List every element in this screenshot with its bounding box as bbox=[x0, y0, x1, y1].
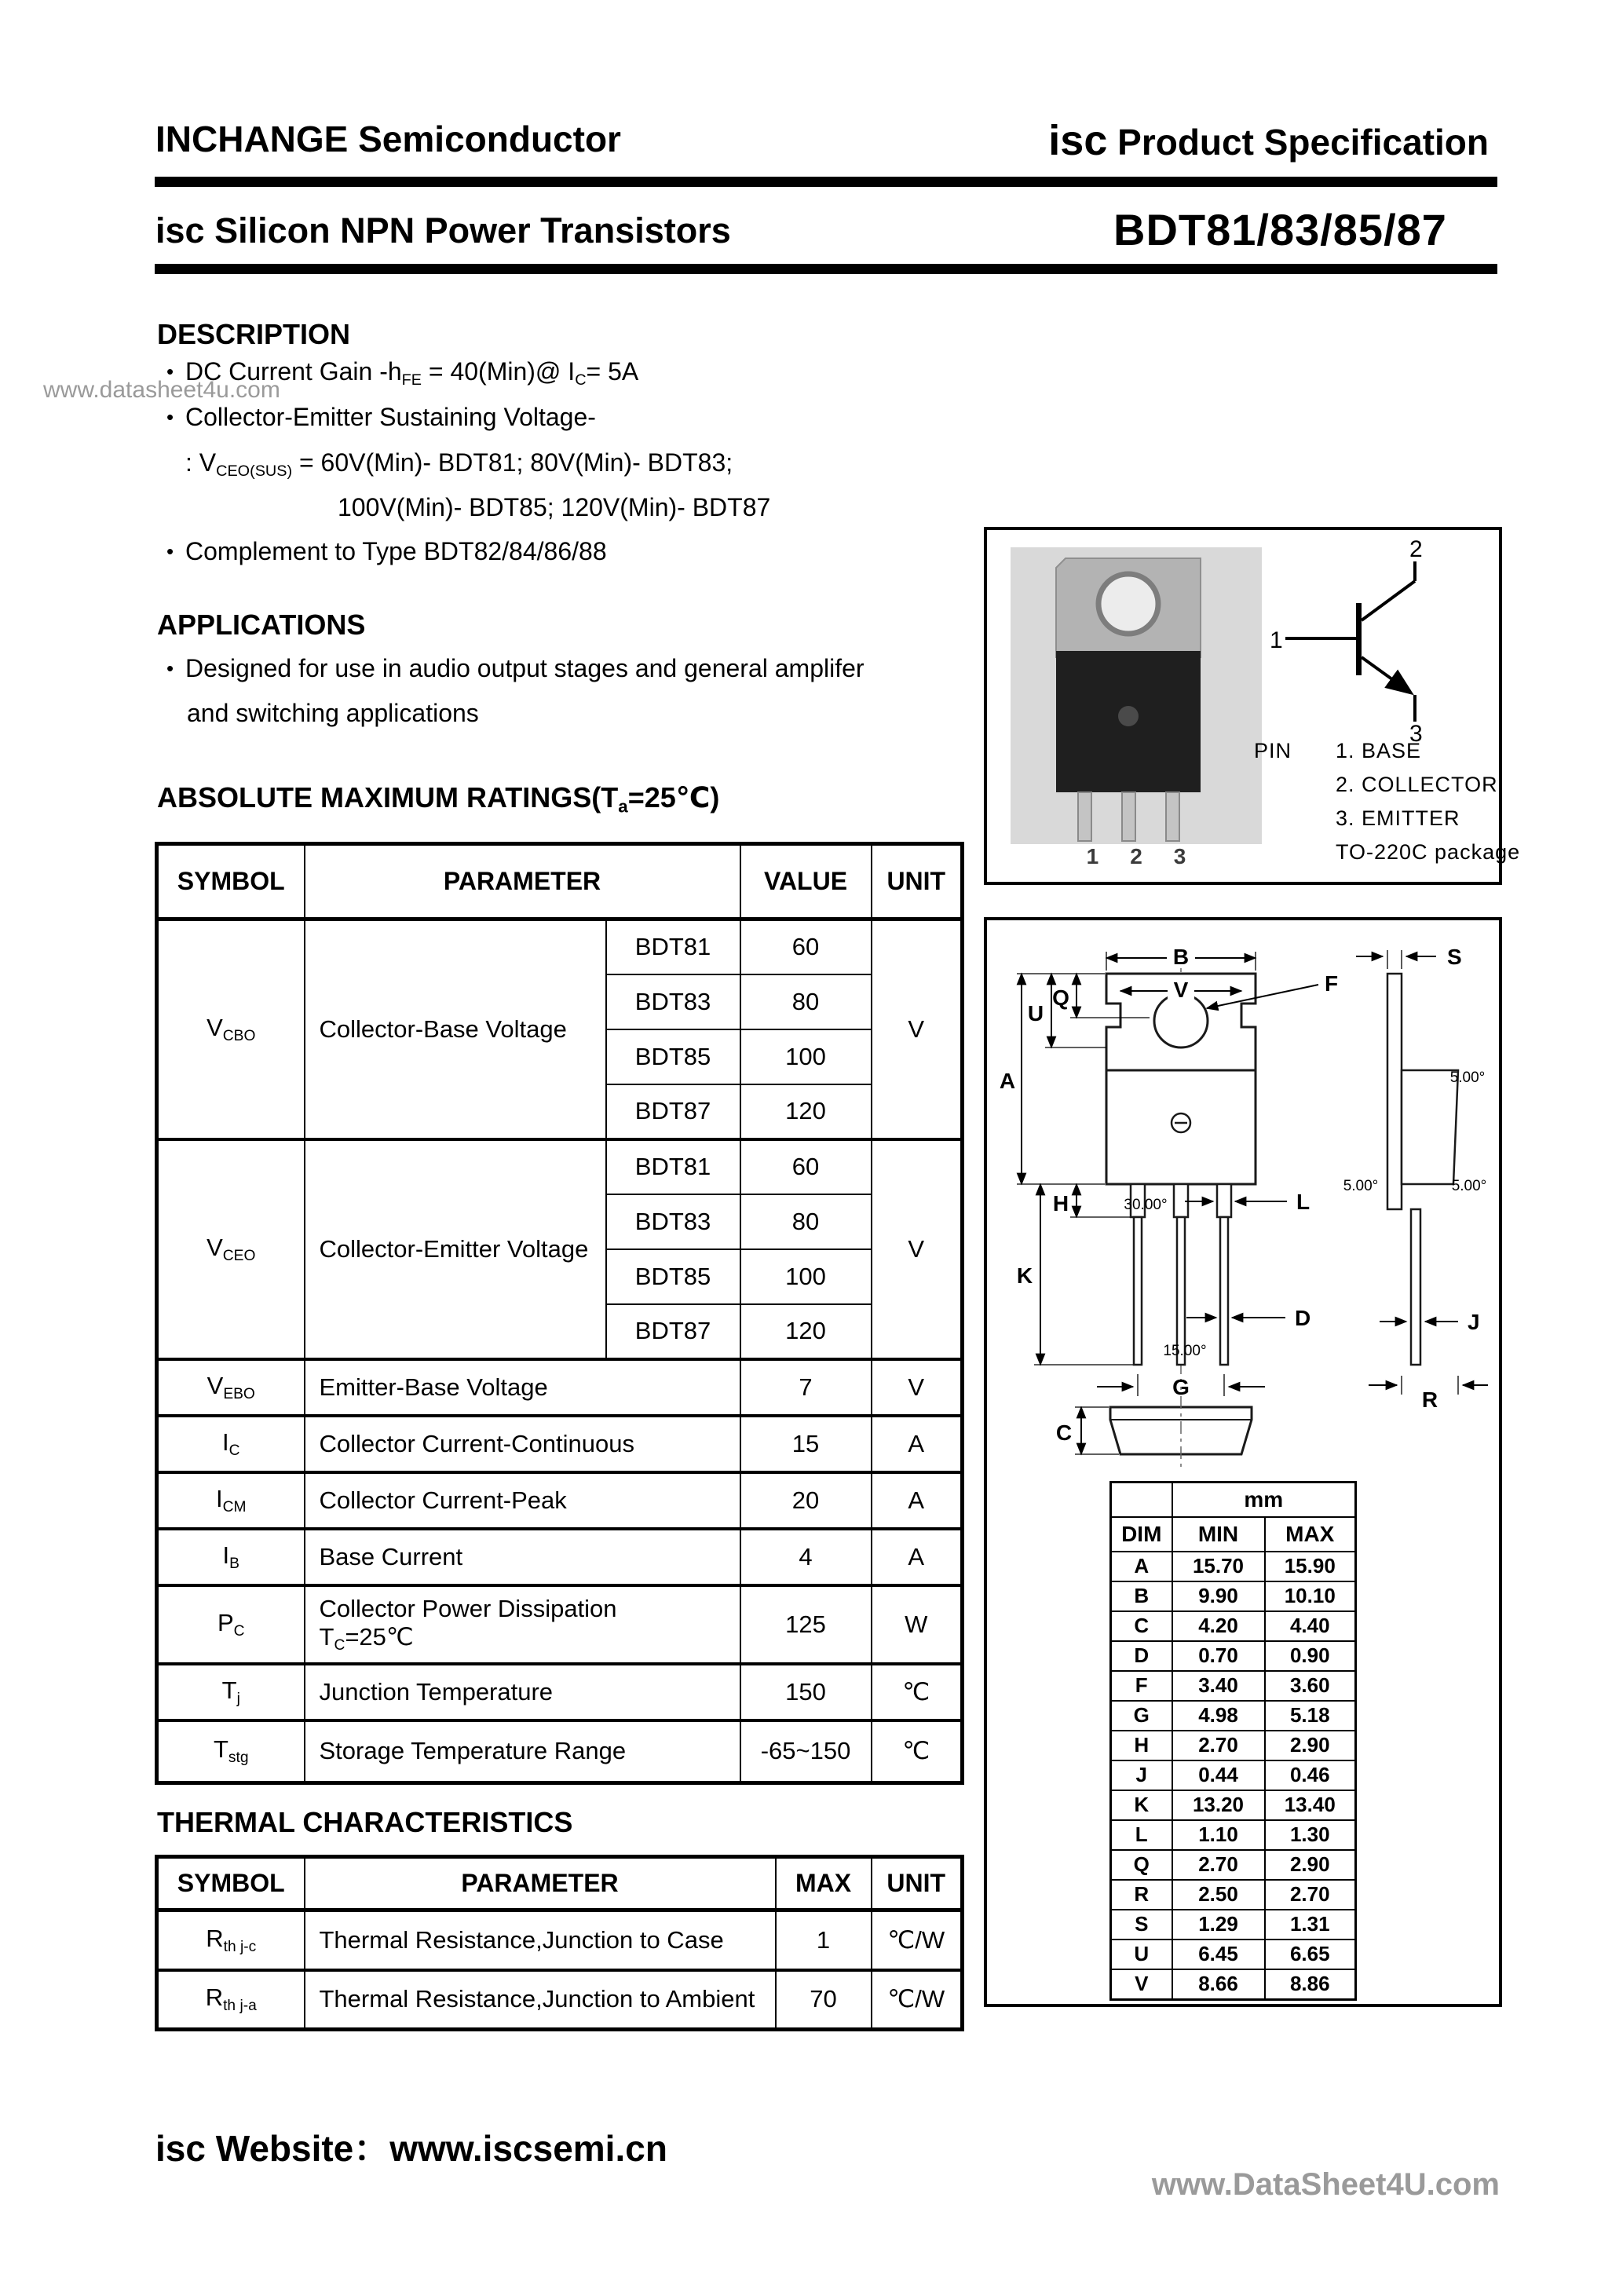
max-cell: 15.90 bbox=[1265, 1552, 1356, 1581]
variant-cell: BDT87 bbox=[606, 1304, 740, 1359]
dim-label-J: J bbox=[1468, 1310, 1480, 1334]
npn-schematic bbox=[1254, 538, 1490, 742]
abs-max-table bbox=[155, 842, 964, 1785]
unit-cell: A bbox=[872, 1416, 963, 1472]
symbol-main: I bbox=[222, 1541, 230, 1569]
bullet-icon: • bbox=[166, 405, 174, 429]
unit-cell: W bbox=[872, 1585, 963, 1664]
dim-label-U: U bbox=[1027, 1001, 1044, 1026]
symbol-main: I bbox=[222, 1428, 229, 1456]
angle-label-5-top: 5.00° bbox=[1449, 1069, 1486, 1086]
symbol-main: V bbox=[207, 1233, 223, 1261]
table-row bbox=[1111, 1760, 1356, 1790]
table-header-row bbox=[1111, 1483, 1356, 1517]
product-spec-label: Product Specification bbox=[1117, 122, 1489, 163]
unit-cell: A bbox=[872, 1472, 963, 1529]
min-cell: 1.10 bbox=[1172, 1820, 1265, 1850]
desc-text: Collector-Emitter Sustaining Voltage- bbox=[185, 403, 596, 431]
dim-cell: C bbox=[1111, 1611, 1172, 1641]
min-cell: 2.70 bbox=[1172, 1850, 1265, 1880]
pin-legend-line bbox=[1254, 773, 1520, 806]
max-cell: 1.31 bbox=[1265, 1910, 1356, 1940]
to220-package-photo bbox=[1011, 547, 1262, 844]
dim-label-A: A bbox=[999, 1069, 1016, 1093]
table-row bbox=[157, 1529, 963, 1585]
param-text: T bbox=[319, 1622, 334, 1651]
unit-cell: ℃ bbox=[872, 1664, 963, 1720]
symbol-cell bbox=[157, 1529, 305, 1585]
col-header-max: MAX bbox=[1265, 1517, 1356, 1552]
symbol-cell bbox=[157, 1910, 305, 1970]
value-cell: 15 bbox=[740, 1416, 872, 1472]
symbol-sub: stg bbox=[228, 1749, 249, 1767]
min-cell: 0.44 bbox=[1172, 1760, 1265, 1790]
col-header-symbol: SYMBOL bbox=[157, 1857, 305, 1910]
table-header-row bbox=[1111, 1517, 1356, 1552]
table-row bbox=[1111, 1910, 1356, 1940]
dim-cell: L bbox=[1111, 1820, 1172, 1850]
parameter-line1: Collector Power Dissipation bbox=[319, 1594, 617, 1622]
dimensions-table bbox=[1109, 1481, 1357, 2001]
dim-label-B: B bbox=[1172, 945, 1190, 969]
symbol-cell bbox=[157, 1139, 305, 1359]
symbol-cell bbox=[157, 1720, 305, 1783]
bullet-icon: • bbox=[166, 360, 174, 383]
dim-cell: K bbox=[1111, 1790, 1172, 1820]
symbol-main: T bbox=[213, 1735, 228, 1764]
header-rule-top bbox=[155, 177, 1497, 187]
description-bullet-3 bbox=[166, 537, 607, 566]
symbol-cell bbox=[157, 1359, 305, 1416]
min-cell: 4.20 bbox=[1172, 1611, 1265, 1641]
value-cell: 1 bbox=[776, 1910, 872, 1970]
collector-line bbox=[1362, 581, 1415, 620]
dim-cell: U bbox=[1111, 1940, 1172, 1969]
pin-legend bbox=[1254, 739, 1520, 874]
photo-pin-numbers bbox=[1011, 844, 1262, 869]
symbol-cell bbox=[157, 1664, 305, 1720]
dim-cell: F bbox=[1111, 1671, 1172, 1701]
dim-cell: V bbox=[1111, 1969, 1172, 2000]
dim-label-S: S bbox=[1447, 945, 1462, 969]
watermark-bottom: www.DataSheet4U.com bbox=[1151, 2167, 1500, 2202]
empty-cell bbox=[1111, 1483, 1172, 1517]
symbol-cell bbox=[157, 1970, 305, 2030]
pin-1-label: 1. BASE bbox=[1336, 739, 1422, 762]
table-row bbox=[1111, 1820, 1356, 1850]
angle-label-30: 30.00° bbox=[1124, 1197, 1168, 1213]
symbol-sub: EBO bbox=[223, 1385, 255, 1402]
col-header-parameter: PARAMETER bbox=[305, 1857, 776, 1910]
variant-cell: BDT83 bbox=[606, 1194, 740, 1249]
col-header-unit: UNIT bbox=[872, 844, 963, 919]
table-row bbox=[157, 1139, 963, 1194]
variant-cell: BDT85 bbox=[606, 1029, 740, 1084]
parameter-cell: Base Current bbox=[305, 1529, 740, 1585]
unit-cell: V bbox=[872, 1139, 963, 1359]
header-rule-bottom bbox=[155, 264, 1497, 274]
table-row bbox=[1111, 1552, 1356, 1581]
package-name: TO-220C package bbox=[1336, 840, 1521, 864]
pin-legend-line bbox=[1254, 806, 1520, 840]
value-cell: 120 bbox=[740, 1304, 872, 1359]
lead-stub-3 bbox=[1217, 1184, 1231, 1217]
parameter-line2 bbox=[320, 1623, 740, 1654]
table-row bbox=[1111, 1581, 1356, 1611]
max-cell: 0.46 bbox=[1265, 1760, 1356, 1790]
variant-cell: BDT81 bbox=[606, 919, 740, 974]
col-header-value: VALUE bbox=[740, 844, 872, 919]
max-cell: 2.90 bbox=[1265, 1850, 1356, 1880]
side-lead-outline bbox=[1411, 1209, 1420, 1365]
symbol-main: I bbox=[216, 1484, 223, 1512]
part-number: BDT81/83/85/87 bbox=[1113, 205, 1447, 254]
table-row bbox=[1111, 1731, 1356, 1760]
symbol-sub: CEO bbox=[222, 1247, 256, 1264]
side-body-outline bbox=[1402, 1070, 1458, 1184]
col-header-unit: UNIT bbox=[872, 1857, 963, 1910]
value-cell: 150 bbox=[740, 1664, 872, 1720]
base-bar bbox=[1356, 603, 1362, 675]
pin-number-3: 3 bbox=[1173, 844, 1186, 868]
desc-text: = 40(Min)@ I bbox=[421, 357, 576, 386]
unit-cell: ℃/W bbox=[872, 1910, 963, 1970]
dim-cell: D bbox=[1111, 1641, 1172, 1671]
dim-label-D: D bbox=[1295, 1306, 1311, 1330]
thermal-table bbox=[155, 1855, 964, 2031]
mounting-hole bbox=[1098, 574, 1158, 634]
pin-legend-line bbox=[1254, 840, 1520, 874]
applications-bullet-line2: and switching applications bbox=[187, 699, 479, 727]
symbol-main: R bbox=[206, 1924, 224, 1952]
package-outline-box bbox=[984, 917, 1502, 2007]
isc-logo-text: isc bbox=[1048, 117, 1108, 164]
parameter-cell: Emitter-Base Voltage bbox=[305, 1359, 740, 1416]
max-cell: 2.90 bbox=[1265, 1731, 1356, 1760]
max-cell: 2.70 bbox=[1265, 1880, 1356, 1910]
max-cell: 10.10 bbox=[1265, 1581, 1356, 1611]
dim-label-V: V bbox=[1173, 978, 1189, 1002]
pin-2-label: 2. COLLECTOR bbox=[1336, 773, 1498, 796]
symbol-main: T bbox=[221, 1676, 237, 1704]
description-bullet-2 bbox=[166, 403, 596, 432]
lead-1 bbox=[1078, 792, 1091, 841]
desc-text: : V bbox=[185, 448, 217, 477]
symbol-main: R bbox=[205, 1983, 224, 2012]
value-cell: 4 bbox=[740, 1529, 872, 1585]
min-cell: 2.70 bbox=[1172, 1731, 1265, 1760]
min-cell: 1.29 bbox=[1172, 1910, 1265, 1940]
table-row bbox=[157, 919, 963, 974]
product-spec-header bbox=[1048, 116, 1489, 165]
col-header-min: MIN bbox=[1172, 1517, 1265, 1552]
angle-label-5-left: 5.00° bbox=[1343, 1178, 1379, 1194]
dim-label-F: F bbox=[1325, 971, 1339, 996]
desc-subscript: FE bbox=[401, 371, 422, 389]
pin-legend-line bbox=[1254, 739, 1520, 773]
body-mark bbox=[1118, 706, 1139, 726]
description-bullet-1 bbox=[166, 357, 638, 389]
unit-cell: ℃/W bbox=[872, 1970, 963, 2030]
table-row bbox=[1111, 1641, 1356, 1671]
desc-text: DC Current Gain -h bbox=[185, 357, 402, 386]
value-cell: 120 bbox=[740, 1084, 872, 1139]
package-overview-box bbox=[984, 527, 1521, 885]
angle-label-5-right: 5.00° bbox=[1451, 1178, 1487, 1194]
min-cell: 8.66 bbox=[1172, 1969, 1265, 2000]
value-cell: 60 bbox=[740, 919, 872, 974]
max-cell: 13.40 bbox=[1265, 1790, 1356, 1820]
min-cell: 6.45 bbox=[1172, 1940, 1265, 1969]
company-name: INCHANGE Semiconductor bbox=[155, 119, 621, 159]
desc-text: Complement to Type BDT82/84/86/88 bbox=[185, 537, 607, 565]
lead-3-outline bbox=[1220, 1217, 1228, 1365]
lead-3 bbox=[1166, 792, 1179, 841]
table-row bbox=[157, 1910, 963, 1970]
parameter-cell: Collector-Emitter Voltage bbox=[305, 1139, 606, 1359]
angle-label-15: 15.00° bbox=[1163, 1343, 1207, 1359]
min-cell: 3.40 bbox=[1172, 1671, 1265, 1701]
table-row bbox=[1111, 1701, 1356, 1731]
table-row bbox=[1111, 1940, 1356, 1969]
symbol-sub: CM bbox=[222, 1498, 247, 1515]
min-cell: 4.98 bbox=[1172, 1701, 1265, 1731]
parameter-cell: Collector Current-Continuous bbox=[305, 1416, 740, 1472]
unit-cell: A bbox=[872, 1529, 963, 1585]
table-row bbox=[1111, 1790, 1356, 1820]
max-cell: 3.60 bbox=[1265, 1671, 1356, 1701]
dim-label-H: H bbox=[1052, 1191, 1069, 1216]
page-title bbox=[155, 210, 731, 251]
heading-text: ABSOLUTE MAXIMUM RATINGS(T bbox=[157, 781, 619, 813]
table-row bbox=[157, 1472, 963, 1529]
pin-number-1: 1 bbox=[1086, 844, 1099, 868]
pin-number-2: 2 bbox=[1130, 844, 1142, 868]
unit-cell: V bbox=[872, 1359, 963, 1416]
unit-header-cell: mm bbox=[1172, 1483, 1356, 1517]
unit-cell: V bbox=[872, 919, 963, 1139]
symbol-main: V bbox=[207, 1013, 223, 1041]
col-header-parameter: PARAMETER bbox=[305, 844, 740, 919]
symbol-sub: C bbox=[233, 1622, 245, 1640]
symbol-sub: CBO bbox=[222, 1027, 256, 1044]
table-row bbox=[157, 1970, 963, 2030]
table-row bbox=[157, 1359, 963, 1416]
min-cell: 9.90 bbox=[1172, 1581, 1265, 1611]
outline-drawing bbox=[989, 925, 1491, 1478]
table-row bbox=[1111, 1880, 1356, 1910]
max-cell: 8.86 bbox=[1265, 1969, 1356, 2000]
desc-subscript: CEO(SUS) bbox=[216, 462, 293, 480]
heading-subscript: a bbox=[618, 796, 628, 817]
symbol-main: V bbox=[207, 1371, 224, 1399]
app-text: Designed for use in audio output stages and general amplifer bbox=[185, 654, 865, 682]
schematic-pin-2-label: 2 bbox=[1409, 538, 1423, 562]
table-row bbox=[1111, 1611, 1356, 1641]
min-cell: 2.50 bbox=[1172, 1880, 1265, 1910]
value-cell: 125 bbox=[740, 1585, 872, 1664]
symbol-sub: th j-c bbox=[223, 1938, 257, 1955]
table-row bbox=[157, 1720, 963, 1783]
dim-label-Q: Q bbox=[1052, 985, 1069, 1010]
table-row bbox=[1111, 1671, 1356, 1701]
max-cell: 0.90 bbox=[1265, 1641, 1356, 1671]
col-header-max: MAX bbox=[776, 1857, 872, 1910]
value-cell: 100 bbox=[740, 1029, 872, 1084]
dim-cell: S bbox=[1111, 1910, 1172, 1940]
symbol-sub: th j-a bbox=[223, 1998, 257, 2015]
table-row bbox=[157, 1585, 963, 1664]
max-cell: 5.18 bbox=[1265, 1701, 1356, 1731]
heading-text: =25℃) bbox=[627, 781, 720, 813]
value-cell: 100 bbox=[740, 1249, 872, 1304]
description-heading: DESCRIPTION bbox=[157, 318, 351, 350]
dim-label-K: K bbox=[1016, 1263, 1033, 1288]
parameter-cell: Thermal Resistance,Junction to Ambient bbox=[305, 1970, 776, 2030]
variant-cell: BDT83 bbox=[606, 974, 740, 1029]
parameter-cell: Junction Temperature bbox=[305, 1664, 740, 1720]
applications-heading: APPLICATIONS bbox=[157, 609, 366, 641]
symbol-main: P bbox=[217, 1608, 234, 1636]
min-cell: 0.70 bbox=[1172, 1641, 1265, 1671]
param-text: =25℃ bbox=[345, 1622, 414, 1651]
variant-cell: BDT87 bbox=[606, 1084, 740, 1139]
website-label: isc Website：www.iscsemi.cn bbox=[155, 2128, 667, 2169]
symbol-cell bbox=[157, 1472, 305, 1529]
max-cell: 4.40 bbox=[1265, 1611, 1356, 1641]
min-cell: 15.70 bbox=[1172, 1552, 1265, 1581]
schematic-pin-3-label: 3 bbox=[1409, 721, 1423, 742]
dim-cell: A bbox=[1111, 1552, 1172, 1581]
pin-3-label: 3. EMITTER bbox=[1336, 806, 1460, 830]
schematic-pin-1-label: 1 bbox=[1270, 627, 1283, 653]
table-row bbox=[1111, 1969, 1356, 2000]
dim-cell: R bbox=[1111, 1880, 1172, 1910]
table-header-row bbox=[157, 844, 963, 919]
col-header-dim: DIM bbox=[1111, 1517, 1172, 1552]
table-row bbox=[1111, 1850, 1356, 1880]
symbol-sub: B bbox=[229, 1555, 239, 1572]
applications-bullet-line1 bbox=[166, 654, 865, 683]
symbol-cell bbox=[157, 1585, 305, 1664]
table-row bbox=[157, 1416, 963, 1472]
thermal-heading: THERMAL CHARACTERISTICS bbox=[157, 1806, 573, 1838]
table-header-row bbox=[157, 1857, 963, 1910]
unit-cell: ℃ bbox=[872, 1720, 963, 1783]
emitter-line bbox=[1362, 657, 1409, 692]
symbol-sub: C bbox=[228, 1442, 240, 1459]
parameter-cell: Thermal Resistance,Junction to Case bbox=[305, 1910, 776, 1970]
col-header-symbol: SYMBOL bbox=[157, 844, 305, 919]
abs-max-heading bbox=[157, 781, 719, 817]
description-line-4: 100V(Min)- BDT85; 120V(Min)- BDT87 bbox=[338, 493, 771, 521]
max-cell: 6.65 bbox=[1265, 1940, 1356, 1969]
desc-text: = 60V(Min)- BDT81; 80V(Min)- BDT83; bbox=[292, 448, 733, 477]
desc-text: = 5A bbox=[586, 357, 639, 386]
dim-label-L: L bbox=[1296, 1190, 1310, 1214]
description-line-3 bbox=[185, 448, 733, 481]
symbol-cell bbox=[157, 919, 305, 1139]
parameter-cell: Collector-Base Voltage bbox=[305, 919, 606, 1139]
parameter-cell: Collector Current-Peak bbox=[305, 1472, 740, 1529]
title-text: Silicon NPN Power Transistors bbox=[214, 210, 731, 250]
isc-logo-text: isc bbox=[155, 210, 205, 250]
value-cell: 60 bbox=[740, 1139, 872, 1194]
dim-cell: Q bbox=[1111, 1850, 1172, 1880]
bullet-icon: • bbox=[166, 656, 174, 680]
symbol-sub: j bbox=[236, 1690, 240, 1707]
dim-label-C: C bbox=[1055, 1420, 1073, 1445]
bullet-icon: • bbox=[166, 539, 174, 563]
dim-label-G: G bbox=[1172, 1375, 1190, 1399]
table-row bbox=[157, 1664, 963, 1720]
hole-outline bbox=[1154, 994, 1208, 1047]
lead-2 bbox=[1122, 792, 1135, 841]
parameter-cell: Storage Temperature Range bbox=[305, 1720, 740, 1783]
dim-label-R: R bbox=[1421, 1387, 1438, 1412]
variant-cell: BDT81 bbox=[606, 1139, 740, 1194]
min-cell: 13.20 bbox=[1172, 1790, 1265, 1820]
param-subscript: C bbox=[334, 1636, 345, 1654]
dim-cell: G bbox=[1111, 1701, 1172, 1731]
value-cell: 7 bbox=[740, 1359, 872, 1416]
lead-1-outline bbox=[1134, 1217, 1142, 1365]
dim-cell: B bbox=[1111, 1581, 1172, 1611]
value-cell: 70 bbox=[776, 1970, 872, 2030]
value-cell: 80 bbox=[740, 974, 872, 1029]
value-cell: 20 bbox=[740, 1472, 872, 1529]
dim-cell: H bbox=[1111, 1731, 1172, 1760]
value-cell: 80 bbox=[740, 1194, 872, 1249]
value-cell: -65~150 bbox=[740, 1720, 872, 1783]
parameter-cell bbox=[305, 1585, 740, 1664]
desc-subscript: C bbox=[575, 371, 587, 389]
dim-cell: J bbox=[1111, 1760, 1172, 1790]
side-tab-outline bbox=[1387, 974, 1402, 1209]
symbol-cell bbox=[157, 1416, 305, 1472]
watermark-top: www.datasheet4u.com bbox=[43, 377, 280, 403]
variant-cell: BDT85 bbox=[606, 1249, 740, 1304]
pin-legend-header: PIN bbox=[1254, 739, 1292, 762]
max-cell: 1.30 bbox=[1265, 1820, 1356, 1850]
